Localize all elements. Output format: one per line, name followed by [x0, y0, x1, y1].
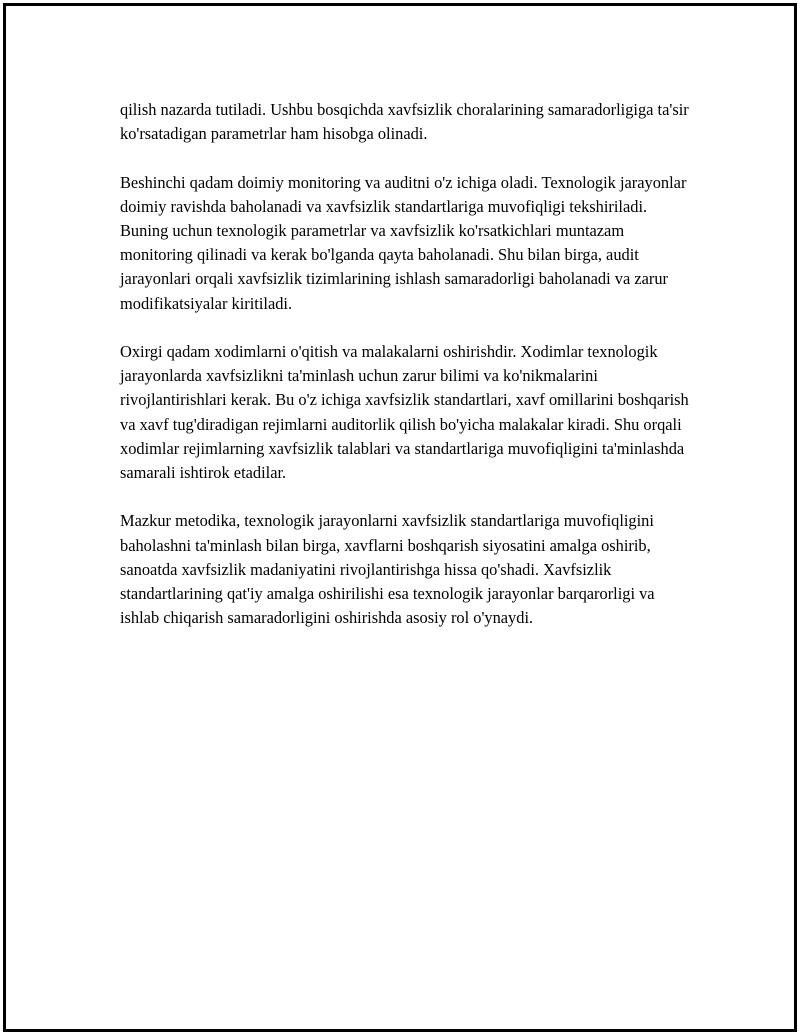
paragraph-2: Beshinchi qadam doimiy monitoring va auditni o'z ichiga oladi. Texnologik jarayonlar doimiy ravishda baholanadi va xavfsizlik standartlariga muvofiqligi tekshiriladi. Buning uchun texnologik parametrlar va xavfsizlik ko'rsatkichlari muntazam monitoring qilinadi va kerak bo'lganda qayta baholanadi. Shu bilan birga, audit jarayonlari orqali xavfsizlik tizimlarining ishlash samaradorligi baholanadi va zarur modifikatsiyalar kiritiladi. — [120, 172, 687, 313]
paragraph-4: Mazkur metodika, texnologik jarayonlarni xavfsizlik standartlariga muvofiqligini baholashni ta'minlash bilan birga, xavflarni boshqarish siyosatini amalga oshirib, sanoatda xavfsizlik madaniyatini rivojlantirishga hissa qo'shadi. Xavfsizlik standartlarining qat'iy amalga oshirilishi esa texnologik jarayonlar barqarorligi va ishlab chiqarish samaradorligini oshirishda asosiy rol o'ynaydi. — [120, 511, 655, 628]
document-page — [3, 3, 797, 1032]
document-body — [120, 98, 690, 655]
paragraph-3: Oxirgi qadam xodimlarni o'qitish va malakalarni oshirishdir. Xodimlar texnologik jarayonlarda xavfsizlikni ta'minlash uchun zarur bilimi va ko'nikmalarini rivojlantirishlari kerak. Bu o'z ichiga xavfsizlik standartlari, xavf omillarini boshqarish va xavf tug'diradigan rejimlarni auditorlik qilish bo'yicha malakalar kiradi. Shu orqali xodimlar rejimlarning xavfsizlik talablari va standartlariga muvofiqligini ta'minlashda samarali ishtirok etadilar. — [120, 342, 689, 483]
paragraph-1: qilish nazarda tutiladi. Ushbu bosqichda xavfsizlik choralarining samaradorligiga ta'sir ko'rsatadigan parametrlar ham hisobga olinadi. — [120, 100, 689, 144]
